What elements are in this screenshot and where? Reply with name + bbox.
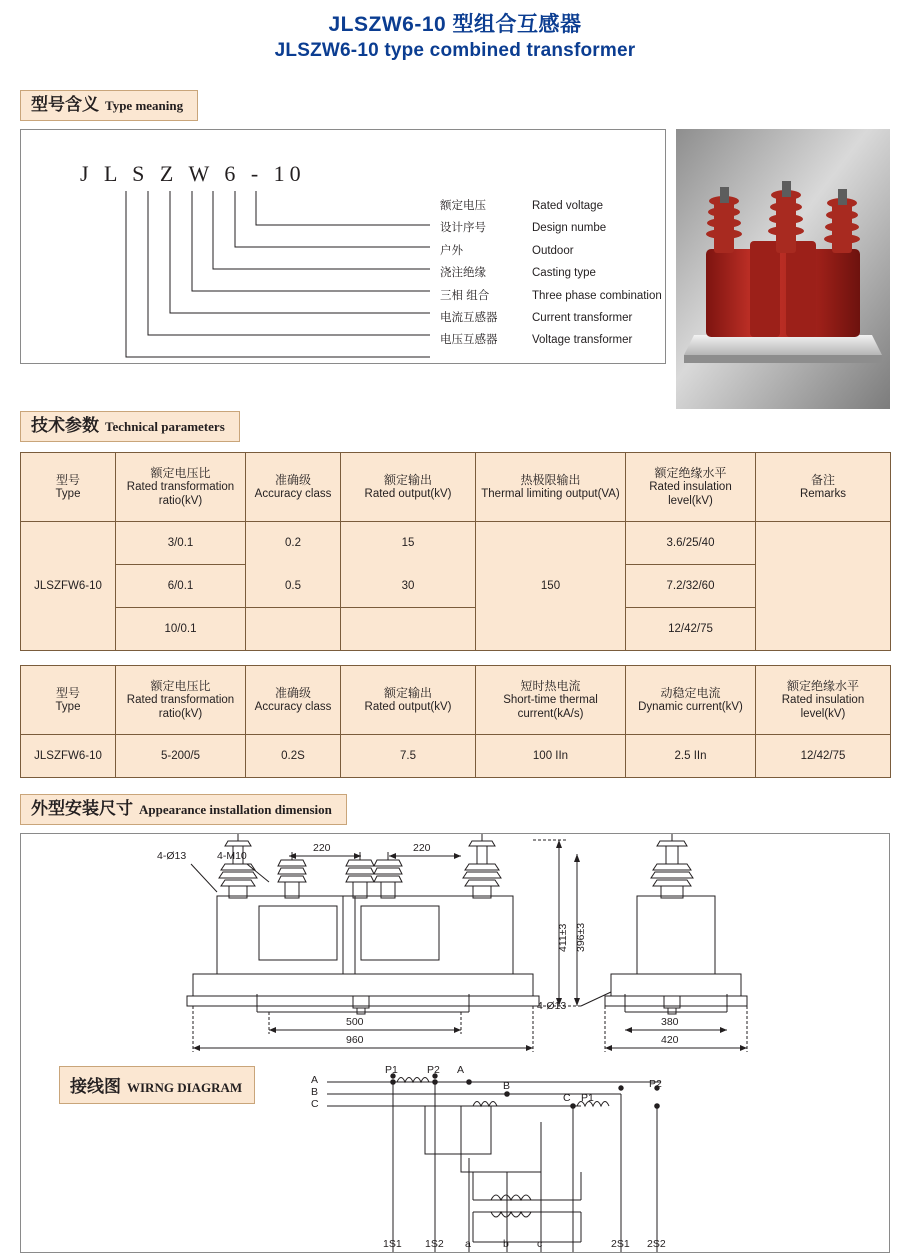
wiring-term-a: a [465,1238,471,1250]
table-header-row [21,453,891,522]
wiring-p1-left: P1 [385,1064,398,1076]
col-header-ratio [116,453,246,522]
cell-thermal: 150 [476,522,626,651]
header-en: Accuracy class [254,701,332,713]
legend-cn: 浇注绝缘 [440,267,486,280]
header-en: Rated output(kV) [364,488,452,500]
legend-cn: 额定电压 [440,200,486,212]
title-english: JLSZW6-10 type combined transformer [274,40,636,61]
cell-dynamic-current: 2.5 IIn [626,735,756,778]
label-span-a: 220 [313,842,331,854]
cell-remarks [756,522,891,651]
cell-ratio: 3/0.1 [116,522,246,565]
label-side-outer: 420 [661,1034,679,1046]
legend-en: Design numbe [532,222,607,235]
col-header-output [341,453,476,522]
legend-en: Rated voltage [532,200,603,212]
model-code-text: J L S Z W 6 - 10 [80,161,306,186]
label-hole-2: 4-M10 [217,850,247,862]
col-header-short-time-thermal [476,666,626,735]
header-cn: 额定绝缘水平 [654,466,727,480]
header-en: Rated output(kV) [364,701,452,713]
dimension-drawing-box [20,833,890,1253]
section-header-type-meaning [20,90,198,121]
wiring-term-1s1: 1S1 [383,1238,402,1250]
legend-cn: 三相 组合 [440,289,490,302]
legend-item [440,195,662,217]
table-row [21,735,891,778]
label-height-total: 411±3 [557,923,569,952]
section-title-cn: 型号含义 [31,95,99,114]
header-cn: 额定绝缘水平 [786,679,859,693]
header-en: Remarks [799,488,846,500]
cell-accuracy: 0.5 [246,565,341,608]
cell-accuracy-empty [246,608,341,651]
cell-output: 30 [341,565,476,608]
col-header-accuracy [246,453,341,522]
section-title-cn: 外型安装尺寸 [31,799,133,818]
label-span-b: 220 [413,842,431,854]
header-cn: 额定输出 [383,686,432,700]
wiring-node-b: B [503,1080,511,1092]
col-header-output [341,666,476,735]
type-meaning-row [20,129,890,411]
header-cn: 型号 [55,473,80,487]
legend-item [440,285,662,307]
section-title-cn: 接线图 [70,1077,121,1096]
label-width-inner: 500 [346,1016,364,1028]
section-header-tech-params [20,411,240,442]
legend-en: Voltage transformer [532,334,633,347]
page-title [0,0,910,64]
wiring-term-b: b [503,1238,509,1250]
header-cn: 额定输出 [383,473,432,487]
wiring-term-2s2: 2S2 [647,1238,666,1250]
label-width-outer: 960 [346,1034,364,1046]
header-cn: 准确级 [274,473,311,487]
wiring-node-c: C [563,1092,571,1104]
wiring-p2-right: P2 [649,1078,662,1090]
wiring-phase-b: B [311,1086,319,1098]
header-en: Short-time thermal current(kA/s) [503,694,598,720]
table-header-row [21,666,891,735]
header-cn: 准确级 [274,686,311,700]
wiring-p2-left: P2 [427,1064,440,1076]
section-header-dimension [20,794,347,825]
table-row [21,522,891,565]
cell-insulation: 12/42/75 [626,608,756,651]
legend-cn: 电压互感器 [440,334,498,347]
header-en: Type [55,701,81,713]
header-en: Type [55,488,81,500]
legend-en: Three phase combination [532,289,662,302]
cell-output: 7.5 [341,735,476,778]
header-en: Rated transformation ratio(kV) [126,694,235,720]
type-meaning-legend [440,195,662,352]
cell-ratio: 5-200/5 [116,735,246,778]
col-header-type [21,453,116,522]
header-cn: 额定电压比 [150,679,211,693]
col-header-dynamic-current [626,666,756,735]
legend-en: Casting type [532,267,596,280]
legend-cn: 户外 [440,244,463,257]
label-side-inner: 380 [661,1016,679,1028]
wiring-phase-c: C [311,1098,319,1110]
label-hole-1: 4-Ø13 [157,850,187,862]
header-cn: 额定电压比 [150,466,211,480]
legend-item [440,262,662,284]
col-header-type [21,666,116,735]
col-header-remarks [756,453,891,522]
tech-params-table-1 [20,452,891,651]
wiring-term-2s1: 2S1 [611,1238,630,1250]
title-chinese: JLSZW6-10 型组合互感器 [328,13,582,36]
cell-accuracy: 0.2S [246,735,341,778]
wiring-term-1s2: 1S2 [425,1238,444,1250]
legend-item [440,217,662,239]
section-header-wiring [59,1066,255,1104]
cell-insulation: 12/42/75 [756,735,891,778]
header-en: Dynamic current(kV) [638,701,743,713]
section-title-cn: 技术参数 [31,416,99,435]
legend-item [440,329,662,351]
legend-cn: 设计序号 [440,222,486,235]
label-hole-3: 4-Ø13 [537,1000,567,1012]
cell-insulation: 7.2/32/60 [626,565,756,608]
header-cn: 型号 [55,686,80,700]
header-cn: 短时热电流 [520,679,581,693]
technical-drawing [21,834,889,1252]
header-en: Accuracy class [254,488,332,500]
cell-output: 15 [341,522,476,565]
cell-short-time-thermal: 100 IIn [476,735,626,778]
section-title-en: Appearance installation dimension [139,802,332,817]
header-en: Rated insulation level(kV) [781,694,865,720]
cell-accuracy: 0.2 [246,522,341,565]
tech-params-table-2 [20,665,891,778]
header-en: Rated insulation level(kV) [649,481,732,507]
col-header-insulation [756,666,891,735]
section-title-en: WIRNG DIAGRAM [127,1080,243,1095]
product-photo [676,129,890,409]
header-cn: 动稳定电流 [660,686,721,700]
header-en: Thermal limiting output(VA) [481,488,620,500]
wiring-node-a: A [457,1064,465,1076]
legend-en: Current transformer [532,312,633,325]
cell-ratio: 6/0.1 [116,565,246,608]
header-cn: 热极限输出 [520,473,581,487]
col-header-ratio [116,666,246,735]
header-cn: 备注 [810,473,835,487]
section-title-en: Technical parameters [105,419,225,434]
cell-insulation: 3.6/25/40 [626,522,756,565]
col-header-thermal [476,453,626,522]
label-height-body: 396±3 [575,922,587,952]
cell-ratio: 10/0.1 [116,608,246,651]
cell-type: JLSZFW6-10 [21,735,116,778]
legend-item [440,240,662,262]
wiring-term-c: c [537,1238,543,1250]
section-title-en: Type meaning [105,98,184,113]
col-header-insulation [626,453,756,522]
wiring-phase-a: A [311,1074,319,1086]
legend-cn: 电流互感器 [440,312,498,325]
legend-en: Outdoor [532,244,574,257]
cell-output-empty [341,608,476,651]
header-en: Rated transformation ratio(kV) [126,481,235,507]
legend-item [440,307,662,329]
cell-type: JLSZFW6-10 [21,522,116,651]
wiring-p1-right: P1 [581,1092,594,1104]
col-header-accuracy [246,666,341,735]
product-photo-illustration [676,129,890,409]
